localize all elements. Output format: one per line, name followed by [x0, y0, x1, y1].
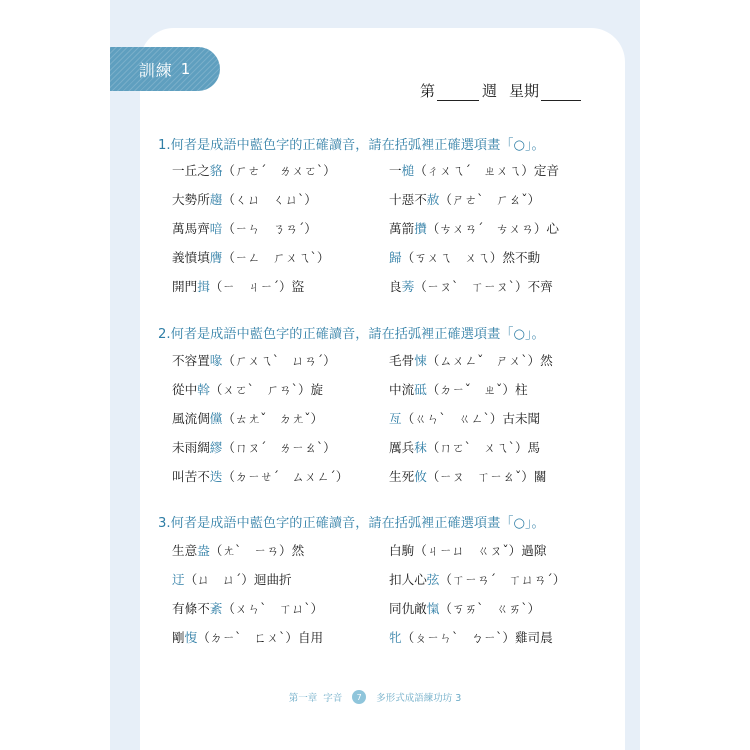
list-item: 一丘之貉（ㄏㄜˊ ㄌㄨㄛˋ） [172, 163, 336, 178]
footer-chapter: 第一章 [288, 693, 318, 704]
list-item: 一槌（ㄔㄨㄟˊ ㄓㄨㄟ）定音 [389, 163, 560, 178]
list-item: 牝（ㄆㄧㄣˋ ㄅㄧˋ）雞司晨 [389, 630, 553, 645]
tab-number: 1 [180, 60, 192, 78]
footer-topic: 字音 [323, 693, 343, 704]
week-suffix: 週 [482, 82, 498, 100]
training-tab [110, 47, 220, 91]
tab-label: 訓練 [138, 60, 173, 80]
week-blank [437, 84, 479, 101]
list-item: 風流倜儻（ㄊㄤˇ ㄉㄤˇ） [172, 411, 324, 426]
page-number-badge: 7 [352, 690, 366, 704]
list-item: 中流砥（ㄉㄧˇ ㄓˇ）柱 [389, 382, 528, 397]
weekday-blank [541, 84, 581, 101]
list-item: 大勢所趨（ㄑㄩ ㄑㄩˋ） [172, 192, 317, 207]
list-item: 從中斡（ㄨㄛˋ ㄏㄢˋ）旋 [172, 382, 324, 397]
list-item: 剛愎（ㄉㄧˋ ㄈㄨˋ）自用 [172, 630, 324, 645]
list-item: 扣人心弦（ㄒㄧㄢˊ ㄒㄩㄢˊ） [389, 572, 566, 587]
question-1-title: 1.何者是成語中藍色字的正確讀音，請在括弧裡正確選項畫「○」。 [158, 138, 545, 153]
list-item: 厲兵秣（ㄇㄛˋ ㄨㄟˋ）馬 [389, 440, 541, 455]
list-item: 義憤填膺（ㄧㄥ ㄏㄨㄟˋ） [172, 250, 330, 265]
list-item: 歸（ㄎㄨㄟ ㄨㄟ）然不動 [389, 250, 541, 265]
question-3-title: 3.何者是成語中藍色字的正確讀音，請在括弧裡正確選項畫「○」。 [158, 516, 545, 531]
footer-book-title: 多形式成語練功坊 3 [376, 693, 462, 704]
page-footer [0, 690, 750, 704]
question-2-title: 2.何者是成語中藍色字的正確讀音，請在括弧裡正確選項畫「○」。 [158, 327, 545, 342]
week-prefix: 第 [420, 82, 436, 100]
list-item: 生意盎（ㄤˋ ㄧㄢ）然 [172, 543, 305, 558]
list-item: 生死攸（ㄧㄡ ㄒㄧㄠˇ）關 [389, 469, 547, 484]
list-item: 不容置喙（ㄏㄨㄟˋ ㄩㄢˊ） [172, 353, 336, 368]
list-item: 毛骨悚（ㄙㄨㄥˇ ㄕㄨˋ）然 [389, 353, 553, 368]
list-item: 十惡不赦（ㄕㄜˋ ㄏㄠˇ） [389, 192, 541, 207]
weekday-label: 星期 [509, 82, 540, 100]
week-weekday-line [420, 80, 581, 101]
list-item: 萬馬齊喑（ㄧㄣ ㄋㄢˊ） [172, 221, 317, 236]
list-item: 開門揖（ㄧ ㄐㄧˊ）盜 [172, 279, 305, 294]
list-item: 良莠（ㄧㄡˋ ㄒㄧㄡˋ）不齊 [389, 279, 553, 294]
list-item: 白駒（ㄐㄧㄩ ㄍㄡˇ）過隙 [389, 543, 547, 558]
list-item: 亙（ㄍㄣˋ ㄍㄥˋ）古未聞 [389, 411, 541, 426]
list-item: 叫苦不迭（ㄉㄧㄝˊ ㄙㄨㄥˊ） [172, 469, 349, 484]
list-item: 有條不紊（ㄨㄣˋ ㄒㄩˋ） [172, 601, 324, 616]
list-item: 萬箭攢（ㄘㄨㄢˊ ㄘㄨㄢ）心 [389, 221, 560, 236]
list-item: 同仇敵愾（ㄎㄞˋ ㄍㄞˋ） [389, 601, 541, 616]
list-item: 未雨綢繆（ㄇㄡˊ ㄌㄧㄠˋ） [172, 440, 336, 455]
list-item: 迂（ㄩ ㄩˊ）迴曲折 [172, 572, 292, 587]
